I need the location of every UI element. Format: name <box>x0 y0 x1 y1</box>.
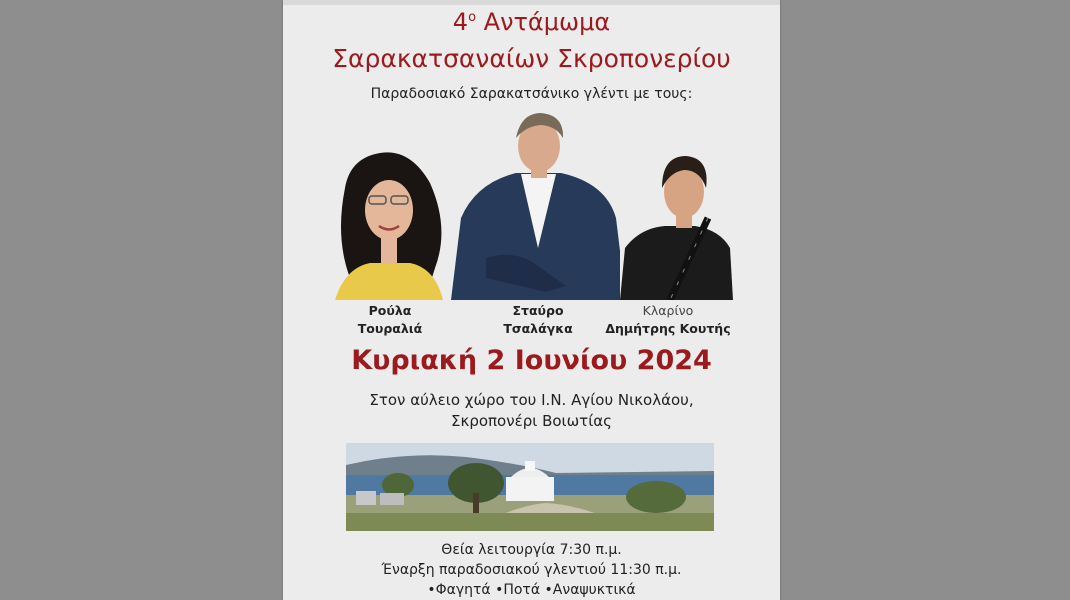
performer-photo-singer-female <box>325 148 453 300</box>
poster-title-line2: Σαρακατσαναίων Σκροπονερίου <box>332 44 731 73</box>
venue-line-2: Σκροπονέρι Βοιωτίας <box>451 412 612 430</box>
poster-top-border <box>283 0 780 5</box>
performer-caption-3 <box>583 302 753 338</box>
program-refreshments: •Φαγητά •Ποτά •Αναψυκτικά <box>427 582 636 598</box>
performer-1-last-name: Τουραλιά <box>357 321 423 336</box>
church-landscape-photo <box>346 443 714 531</box>
event-poster <box>283 0 780 600</box>
poster-subtitle: Παραδοσιακό Σαρακατσάνικο γλέντι με τους: <box>370 86 693 102</box>
event-venue <box>283 390 780 432</box>
event-program <box>283 540 780 600</box>
performer-1-first-name: Ρούλα <box>368 303 412 318</box>
performer-3-name: Δημήτρης Κουτής <box>605 321 731 336</box>
performer-2-last-name: Τσαλάγκα <box>503 321 573 336</box>
event-date: Κυριακή 2 Ιουνίου 2024 <box>351 345 712 376</box>
performer-3-role: Κλαρίνο <box>642 303 694 318</box>
program-liturgy: Θεία λειτουργία 7:30 π.μ. <box>441 542 622 558</box>
performer-2-first-name: Σταύρο <box>512 303 564 318</box>
program-feast-start: Έναρξη παραδοσιακού γλεντιού 11:30 π.μ. <box>381 562 682 578</box>
venue-line-1: Στον αύλειο χώρο του Ι.Ν. Αγίου Νικολάου, <box>369 391 694 409</box>
performer-photo-clarinetist <box>620 148 733 300</box>
performer-caption-1 <box>325 302 455 338</box>
performer-photo-singer-male <box>446 108 631 300</box>
poster-title-line1: $4^o$ Αντάμωμα <box>452 8 611 36</box>
